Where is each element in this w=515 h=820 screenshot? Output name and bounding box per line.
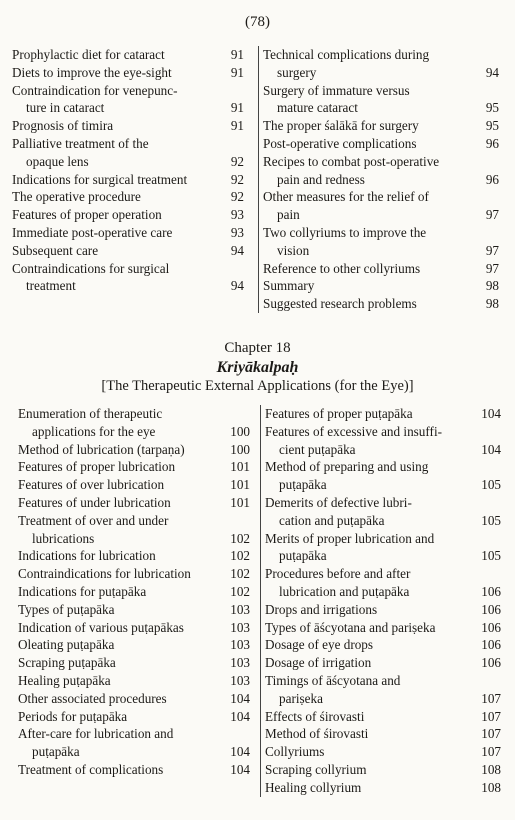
- toc-entry: [18, 583, 250, 601]
- toc-entry-title: Recipes to combat post-operative: [263, 153, 440, 169]
- toc-entry: [18, 565, 250, 583]
- toc-entry-title: Contraindications for surgical: [12, 260, 170, 276]
- toc-entry-title: ture in cataract: [26, 100, 105, 116]
- toc-entry: [18, 405, 250, 441]
- toc-entry-page: 92: [230, 171, 244, 187]
- toc-entry-title: lubrications: [32, 530, 95, 546]
- toc-entry-title: Treatment of complications: [18, 761, 164, 777]
- toc-entry-page: 101: [230, 494, 250, 510]
- toc-entry: [18, 636, 250, 654]
- toc-entry: [18, 601, 250, 619]
- toc-entry-title: Drops and irrigations: [265, 601, 378, 617]
- toc-entry-title: Types of puṭapāka: [18, 601, 115, 617]
- toc-entry: [265, 458, 501, 494]
- toc-entry-title: Enumeration of therapeutic: [18, 406, 163, 421]
- toc-entry-page: 97: [485, 207, 499, 223]
- toc-entry-title: Features of excessive and insuffi-: [265, 423, 443, 439]
- toc-entry: [263, 224, 499, 260]
- toc-entry-page: 100: [230, 423, 250, 439]
- toc-column-right-1: [258, 46, 499, 313]
- toc-entry-title: Dosage of eye drops: [265, 637, 374, 653]
- toc-entry-page: 94: [230, 242, 244, 258]
- toc-entry-page: 105: [481, 512, 501, 528]
- toc-entry: [263, 188, 499, 224]
- toc-entry: [12, 117, 244, 135]
- toc-entry-title: Prognosis of timira: [12, 118, 114, 134]
- toc-entry: [265, 672, 501, 708]
- toc-entry-page: 102: [230, 530, 250, 546]
- toc-entry-title: cation and puṭapāka: [279, 512, 385, 528]
- toc-entry-page: 101: [230, 477, 250, 493]
- toc-entry-page: 97: [485, 242, 499, 258]
- toc-entry-title: opaque lens: [26, 153, 89, 169]
- toc-entry-title: treatment: [26, 278, 76, 294]
- toc-entry-title: lubrication and puṭapāka: [279, 583, 410, 599]
- toc-entry-title: Surgery of immature versus: [263, 82, 410, 98]
- toc-entry: [18, 690, 250, 708]
- toc-entry: [12, 206, 244, 224]
- toc-entry: [263, 277, 499, 295]
- toc-entry-page: 91: [230, 47, 244, 62]
- toc-entry-title: Immediate post-operative care: [12, 224, 173, 240]
- toc-entry-title: puṭapāka: [32, 744, 80, 760]
- toc-entry-page: 97: [485, 260, 499, 276]
- toc-entry-page: 98: [485, 278, 499, 294]
- toc-entry-title: After-care for lubrication and: [18, 726, 174, 742]
- toc-entry-title: Indication of various puṭapākas: [18, 619, 184, 635]
- toc-entry-page: 95: [485, 100, 499, 116]
- toc-entry-page: 101: [230, 459, 250, 475]
- toc-entry: [18, 708, 250, 726]
- toc-entry-title: Types of āścyotana and pariṣeka: [265, 619, 436, 635]
- toc-entry: [18, 512, 250, 548]
- toc-entry-title: surgery: [277, 64, 317, 80]
- toc-entry-title: applications for the eye: [32, 423, 156, 439]
- toc-entry-page: 102: [230, 566, 250, 582]
- toc-entry: [265, 601, 501, 619]
- toc-entry-title: Procedures before and after: [265, 566, 411, 582]
- toc-entry: [18, 761, 250, 779]
- toc-entry-title: Periods for puṭapāka: [18, 708, 128, 724]
- toc-entry-page: 91: [230, 100, 244, 116]
- toc-entry-page: 94: [485, 64, 499, 80]
- toc-entry-title: Timings of āścyotana and: [265, 672, 401, 688]
- toc-entry-page: 94: [230, 278, 244, 294]
- toc-entry-page: 108: [481, 761, 501, 777]
- toc-entry-title: Indications for puṭapāka: [18, 583, 147, 599]
- toc-entry-page: 107: [481, 708, 501, 724]
- toc-entry-title: Contraindication for venepunc-: [12, 82, 178, 98]
- toc-entry-title: Demerits of defective lubri-: [265, 494, 412, 510]
- toc-entry: [265, 743, 501, 761]
- toc-entry-title: Other associated procedures: [18, 690, 167, 706]
- chapter-title: Kriyākalpaḥ: [216, 359, 299, 376]
- toc-entry: [265, 405, 501, 423]
- toc-entry-page: 103: [230, 655, 250, 671]
- toc-entry-page: 98: [485, 296, 499, 312]
- toc-entry: [265, 708, 501, 726]
- toc-entry-title: Healing puṭapāka: [18, 672, 111, 688]
- toc-entry-page: 104: [481, 441, 501, 457]
- toc-entry-page: 106: [481, 655, 501, 671]
- toc-entry-title: Features of proper operation: [12, 207, 162, 223]
- toc-entry-title: Method of lubrication (tarpaṇa): [18, 441, 185, 457]
- toc-entry: [265, 654, 501, 672]
- toc-entry-page: 104: [230, 744, 250, 760]
- toc-entry: [18, 476, 250, 494]
- toc-entry: [265, 779, 501, 797]
- toc-entry-page: 104: [230, 690, 250, 706]
- toc-entry-title: Effects of śirovasti: [265, 708, 365, 724]
- toc-entry: [263, 82, 499, 118]
- toc-entry-page: 91: [230, 118, 244, 134]
- toc-entry: [12, 242, 244, 260]
- toc-entry: [265, 725, 501, 743]
- toc-entry: [265, 423, 501, 459]
- toc-entry-page: 104: [230, 708, 250, 724]
- toc-entry-title: Other measures for the relief of: [263, 189, 429, 205]
- toc-entry-page: 107: [481, 744, 501, 760]
- toc-entry: [263, 46, 499, 82]
- toc-entry-page: 96: [485, 171, 499, 187]
- toc-entry: [18, 458, 250, 476]
- toc-entry-page: 93: [230, 207, 244, 223]
- toc-column-left-1: [12, 46, 244, 295]
- toc-entry-title: Palliative treatment of the: [12, 135, 149, 151]
- toc-entry: [265, 494, 501, 530]
- toc-entry: [12, 224, 244, 242]
- toc-entry-title: mature cataract: [277, 100, 358, 116]
- toc-entry-title: Suggested research problems: [263, 296, 417, 312]
- toc-entry-title: Features of proper puṭapāka: [265, 406, 413, 421]
- chapter-subtitle: [The Therapeutic External Applications (for the Eye)]: [101, 378, 414, 394]
- toc-entry-title: Technical complications during: [263, 47, 430, 62]
- toc-entry: [18, 547, 250, 565]
- toc-entry-title: Scraping puṭapāka: [18, 655, 116, 671]
- toc-entry-title: Treatment of over and under: [18, 512, 169, 528]
- toc-entry-page: 108: [481, 779, 501, 795]
- toc-entry-page: 105: [481, 548, 501, 564]
- toc-entry-title: Subsequent care: [12, 242, 99, 258]
- toc-entry: [18, 654, 250, 672]
- toc-entry: [12, 171, 244, 189]
- toc-entry-title: The operative procedure: [12, 189, 141, 205]
- toc-entry-title: Features of under lubrication: [18, 494, 171, 510]
- toc-entry-title: Indications for surgical treatment: [12, 171, 188, 187]
- toc-entry-title: Method of preparing and using: [265, 459, 429, 475]
- page-number: (78): [245, 14, 270, 30]
- toc-entry: [18, 619, 250, 637]
- toc-entry: [18, 494, 250, 512]
- toc-entry: [265, 636, 501, 654]
- toc-entry-page: 103: [230, 619, 250, 635]
- toc-entry-page: 100: [230, 441, 250, 457]
- toc-entry-title: vision: [277, 242, 310, 258]
- toc-entry: [18, 725, 250, 761]
- toc-column-left-2: [18, 405, 250, 779]
- toc-entry: [263, 117, 499, 135]
- toc-entry-page: 102: [230, 548, 250, 564]
- toc-entry: [265, 619, 501, 637]
- toc-entry-title: Two collyriums to improve the: [263, 224, 427, 240]
- toc-entry-page: 102: [230, 583, 250, 599]
- toc-entry-page: 92: [230, 189, 244, 205]
- toc-column-right-2: [260, 405, 501, 797]
- toc-entry: [263, 135, 499, 153]
- toc-entry-title: Features of over lubrication: [18, 477, 165, 493]
- toc-entry: [12, 188, 244, 206]
- toc-entry: [18, 672, 250, 690]
- toc-entry-page: 104: [481, 406, 501, 421]
- toc-entry-title: Post-operative complications: [263, 135, 417, 151]
- toc-entry-title: Collyriums: [265, 744, 325, 760]
- toc-entry-page: 105: [481, 477, 501, 493]
- toc-entry-title: Diets to improve the eye-sight: [12, 64, 172, 80]
- toc-entry-title: Healing collyrium: [265, 779, 362, 795]
- toc-entry: [12, 260, 244, 296]
- toc-entry-title: Scraping collyrium: [265, 761, 367, 777]
- toc-entry: [12, 82, 244, 118]
- toc-entry-title: Method of śirovasti: [265, 726, 369, 742]
- toc-entry-page: 103: [230, 601, 250, 617]
- toc-entry: [12, 135, 244, 171]
- toc-entry-title: Summary: [263, 278, 315, 294]
- toc-entry-page: 106: [481, 619, 501, 635]
- toc-entry-title: Indications for lubrication: [18, 548, 156, 564]
- chapter-number: Chapter 18: [224, 340, 291, 356]
- toc-entry-title: Merits of proper lubrication and: [265, 530, 435, 546]
- toc-entry: [263, 153, 499, 189]
- toc-entry-title: Reference to other collyriums: [263, 260, 421, 276]
- toc-entry-page: 106: [481, 637, 501, 653]
- toc-entry-title: puṭapāka: [279, 548, 327, 564]
- toc-entry: [263, 260, 499, 278]
- toc-entry-page: 93: [230, 224, 244, 240]
- toc-entry-page: 91: [230, 64, 244, 80]
- toc-entry-page: 96: [485, 135, 499, 151]
- toc-entry-page: 104: [230, 761, 250, 777]
- toc-entry-title: The proper śalākā for surgery: [263, 118, 419, 134]
- toc-entry-title: pain: [277, 207, 300, 223]
- toc-entry-page: 106: [481, 583, 501, 599]
- toc-entry-title: Oleating puṭapāka: [18, 637, 115, 653]
- toc-entry-page: 107: [481, 726, 501, 742]
- toc-entry: [18, 441, 250, 459]
- toc-entry-page: 106: [481, 601, 501, 617]
- toc-entry: [12, 46, 244, 64]
- toc-entry-page: 103: [230, 672, 250, 688]
- toc-entry: [12, 64, 244, 82]
- toc-entry-page: 95: [485, 118, 499, 134]
- toc-entry: [265, 530, 501, 566]
- toc-entry-title: Prophylactic diet for cataract: [12, 47, 165, 62]
- toc-entry-title: pariṣeka: [279, 690, 323, 706]
- toc-entry-title: Features of proper lubrication: [18, 459, 176, 475]
- toc-entry: [263, 295, 499, 313]
- toc-entry-title: pain and redness: [277, 171, 365, 187]
- toc-entry-page: 103: [230, 637, 250, 653]
- toc-entry-page: 107: [481, 690, 501, 706]
- toc-entry: [265, 565, 501, 601]
- toc-entry-title: Contraindications for lubrication: [18, 566, 191, 582]
- toc-entry-title: Dosage of irrigation: [265, 655, 372, 671]
- toc-entry-title: puṭapāka: [279, 477, 327, 493]
- toc-entry-page: 92: [230, 153, 244, 169]
- toc-entry-title: cient puṭapāka: [279, 441, 356, 457]
- toc-entry: [265, 761, 501, 779]
